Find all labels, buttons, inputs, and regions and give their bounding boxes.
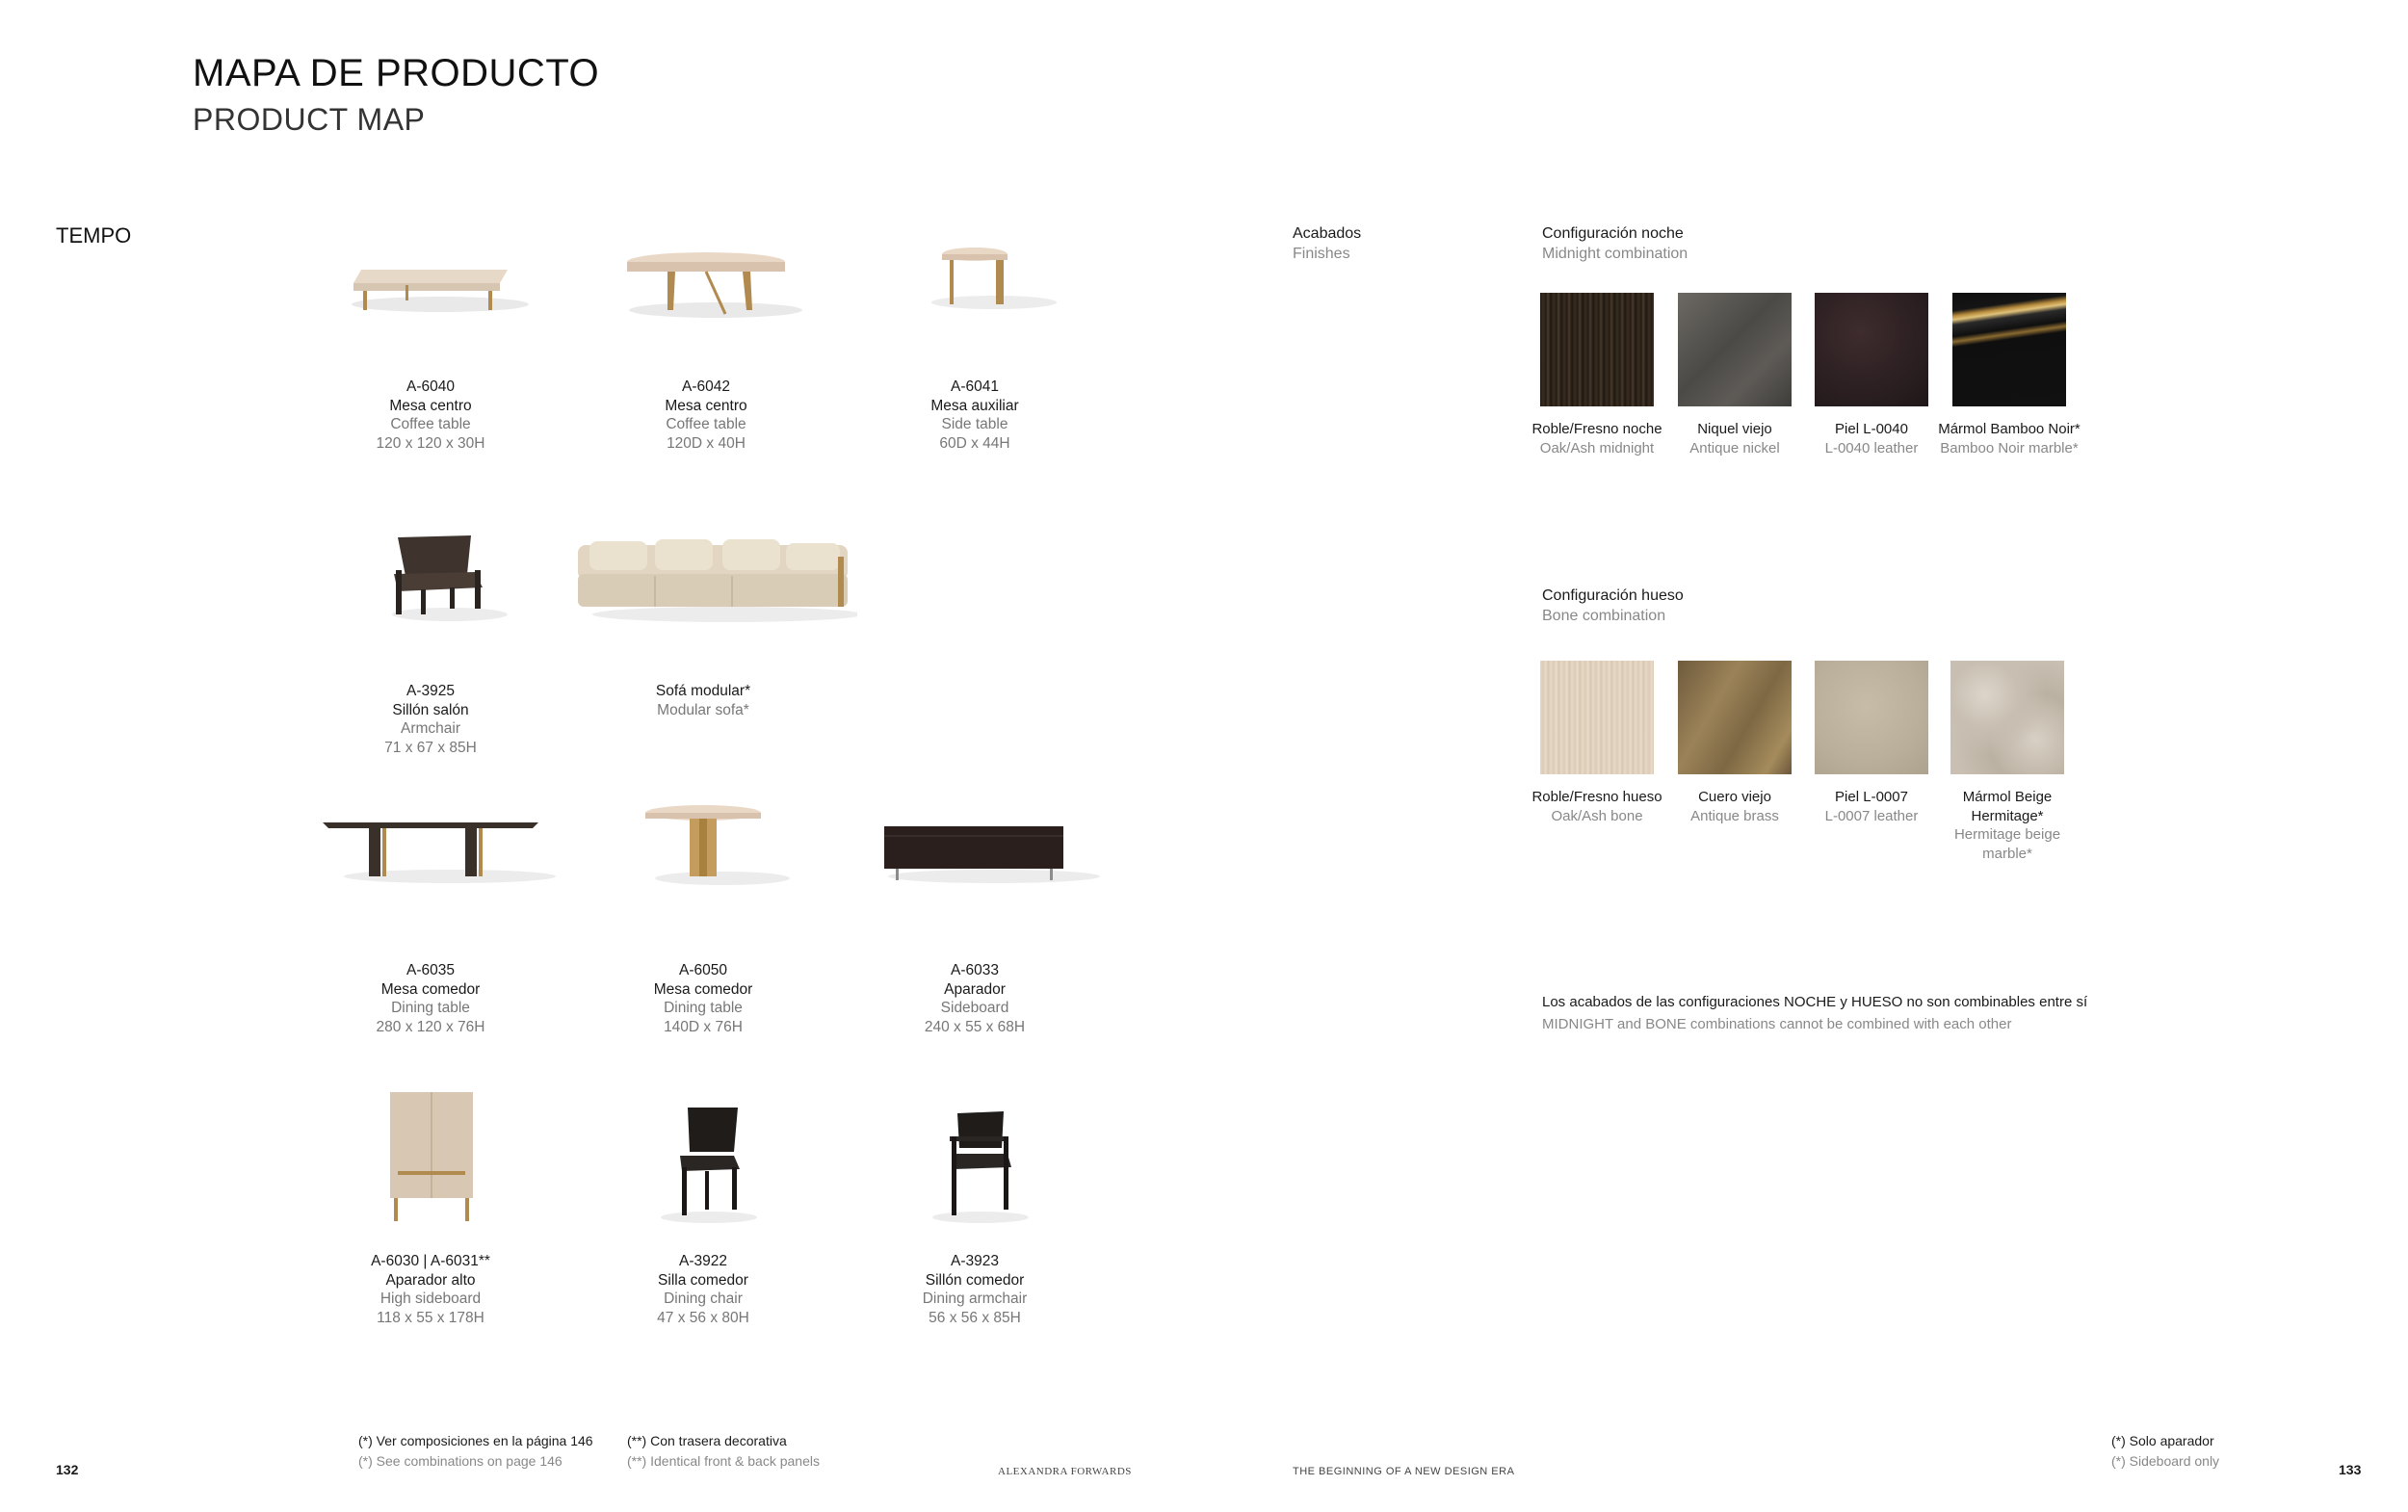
swatch-name-en: L-0007 leather <box>1824 807 1919 824</box>
combination-note-en: MIDNIGHT and BONE combinations cannot be combined with each other <box>1542 1016 2012 1032</box>
finish-swatch <box>1663 661 1806 825</box>
product-image-dining-armchair <box>850 1088 1100 1252</box>
swatch-name-es: Mármol Bamboo Noir* <box>1938 421 2081 437</box>
swatch-chip-hermitage-beige-marble <box>1950 661 2064 774</box>
product-dimensions: 120D x 40H <box>667 434 746 452</box>
product-code: A-3925 <box>406 683 455 699</box>
product-code: A-3922 <box>679 1253 727 1269</box>
product-image-dining-table-rect <box>305 797 556 961</box>
product-dimensions: 240 x 55 x 68H <box>924 1018 1026 1035</box>
swatch-name-en: Antique brass <box>1690 807 1779 824</box>
product-dimensions: 118 x 55 x 178H <box>377 1309 484 1326</box>
footnote-es: (*) Ver composiciones en la página 146 <box>358 1433 593 1448</box>
swatch-chip-leather-l0040 <box>1815 293 1928 406</box>
product-code: A-6030 | A-6031** <box>371 1253 490 1269</box>
product-name: Sillón comedor <box>925 1271 1025 1289</box>
footnote-es: (*) Solo aparador <box>2111 1433 2214 1448</box>
product-name: Aparador alto <box>385 1271 476 1289</box>
swatch-name-en: Antique nickel <box>1689 439 1780 456</box>
product-image-modular-sofa <box>578 518 828 682</box>
product-name-en: Modular sofa* <box>657 701 749 718</box>
product-image-sideboard <box>850 797 1100 961</box>
product-name-en: Dining table <box>664 1000 743 1016</box>
swatch-name-es: Roble/Fresno hueso <box>1531 789 1662 805</box>
product-name-en: Sideboard <box>940 1000 1009 1016</box>
tagline: THE BEGINNING OF A NEW DESIGN ERA <box>1293 1466 1515 1477</box>
bone-title-es: Configuración hueso <box>1542 587 1684 604</box>
product-dimensions: 140D x 76H <box>664 1018 743 1035</box>
product-dimensions: 120 x 120 x 30H <box>376 434 485 452</box>
footnote-en: (*) See combinations on page 146 <box>358 1453 563 1469</box>
product-name: Sillón salón <box>392 701 469 718</box>
midnight-combination-title <box>1542 223 1688 264</box>
product-name-en: Side table <box>941 416 1008 432</box>
finish-swatch <box>1526 293 1668 457</box>
finish-swatch <box>1663 293 1806 457</box>
bone-title-en: Bone combination <box>1542 608 1666 624</box>
swatch-chip-oak-ash-midnight <box>1540 293 1654 406</box>
product-image-high-sideboard <box>305 1088 556 1252</box>
product-item <box>850 214 1100 453</box>
swatch-chip-antique-brass <box>1678 661 1792 774</box>
product-name: Mesa centro <box>665 397 747 414</box>
product-code: A-6041 <box>951 378 999 395</box>
product-dimensions: 47 x 56 x 80H <box>657 1309 749 1326</box>
product-code: A-6033 <box>951 962 999 978</box>
product-image-armchair <box>305 518 556 682</box>
product-image-coffee-table-round <box>581 214 831 378</box>
product-item <box>305 518 556 757</box>
swatch-name-en: Hermitage beige marble* <box>1953 826 2061 862</box>
page-title: MAPA DE PRODUCTO <box>193 52 600 94</box>
brand-name: ALEXANDRA FORWARDS <box>998 1466 1132 1477</box>
finish-swatch <box>1938 293 2081 457</box>
product-code: A-6050 <box>679 962 727 978</box>
product-name-en: Coffee table <box>390 416 471 432</box>
product-name-en: Armchair <box>400 720 460 737</box>
product-code: A-6035 <box>406 962 455 978</box>
finish-swatch <box>1800 293 1943 457</box>
swatch-name-es: Niquel viejo <box>1697 421 1772 437</box>
swatch-name-en: Bamboo Noir marble* <box>1940 439 2079 456</box>
product-item <box>305 1088 556 1327</box>
swatch-name-es: Piel L-0007 <box>1835 789 1908 805</box>
swatch-chip-antique-nickel <box>1678 293 1792 406</box>
product-image-dining-chair <box>578 1088 828 1252</box>
product-code: A-3923 <box>951 1253 999 1269</box>
product-item <box>578 1088 828 1327</box>
product-name: Mesa comedor <box>653 980 753 998</box>
footnote-en: (*) Sideboard only <box>2111 1453 2220 1469</box>
product-item <box>850 1088 1100 1327</box>
product-name-en: Dining chair <box>664 1290 743 1307</box>
product-image-side-table <box>850 214 1100 378</box>
product-name-en: Coffee table <box>666 416 746 432</box>
product-image-coffee-table-square <box>305 214 556 378</box>
product-dimensions: 71 x 67 x 85H <box>384 739 477 756</box>
swatch-chip-leather-l0007 <box>1815 661 1928 774</box>
product-item <box>581 214 831 453</box>
product-name-en: Dining armchair <box>922 1290 1028 1307</box>
combination-note <box>1542 991 2087 1035</box>
product-item <box>578 797 828 1036</box>
footnote-sideboard-only <box>2111 1431 2219 1472</box>
product-item <box>305 797 556 1036</box>
product-image-dining-table-round <box>578 797 828 961</box>
page-number-left: 132 <box>56 1462 79 1477</box>
finishes-label-es: Acabados <box>1293 225 1362 242</box>
swatch-name-en: L-0040 leather <box>1824 439 1919 456</box>
footnote-decorative-back <box>627 1431 820 1472</box>
finish-swatch <box>1936 661 2079 863</box>
product-name: Silla comedor <box>658 1271 748 1289</box>
midnight-title-es: Configuración noche <box>1542 225 1684 242</box>
product-name: Sofá modular* <box>655 683 751 699</box>
product-code: A-6042 <box>682 378 730 395</box>
product-code: A-6040 <box>406 378 455 395</box>
product-item <box>578 518 828 719</box>
finishes-label-en: Finishes <box>1293 246 1350 262</box>
swatch-chip-oak-ash-bone <box>1540 661 1654 774</box>
product-name: Mesa comedor <box>380 980 481 998</box>
footnote-en: (**) Identical front & back panels <box>627 1453 820 1469</box>
finish-swatch <box>1800 661 1943 825</box>
product-dimensions: 60D x 44H <box>939 434 1010 452</box>
swatch-name-en: Oak/Ash midnight <box>1539 439 1655 456</box>
product-item <box>305 214 556 453</box>
collection-name: TEMPO <box>56 223 132 248</box>
product-name-en: High sideboard <box>380 1290 482 1307</box>
product-name-en: Dining table <box>391 1000 470 1016</box>
finishes-label <box>1293 223 1361 264</box>
bone-combination-title <box>1542 586 1684 626</box>
swatch-chip-bamboo-noir-marble <box>1952 293 2066 406</box>
page-subtitle: PRODUCT MAP <box>193 102 426 137</box>
page-number-right: 133 <box>2339 1462 2362 1477</box>
footnote-es: (**) Con trasera decorativa <box>627 1433 787 1448</box>
product-name: Aparador <box>944 980 1006 998</box>
swatch-name-es: Roble/Fresno noche <box>1531 421 1662 437</box>
product-item <box>850 797 1100 1036</box>
swatch-name-es: Piel L-0040 <box>1835 421 1908 437</box>
footnote-combinations <box>358 1431 593 1472</box>
product-name: Mesa centro <box>389 397 472 414</box>
combination-note-es: Los acabados de las configuraciones NOCHE y HUESO no son combinables entre sí <box>1542 994 2088 1010</box>
swatch-name-es: Mármol Beige Hermitage* <box>1962 789 2053 824</box>
midnight-title-en: Midnight combination <box>1542 246 1688 262</box>
finish-swatch <box>1526 661 1668 825</box>
swatch-name-en: Oak/Ash bone <box>1551 807 1643 824</box>
product-dimensions: 56 x 56 x 85H <box>929 1309 1021 1326</box>
product-dimensions: 280 x 120 x 76H <box>376 1018 485 1035</box>
product-name: Mesa auxiliar <box>930 397 1019 414</box>
swatch-name-es: Cuero viejo <box>1698 789 1771 805</box>
